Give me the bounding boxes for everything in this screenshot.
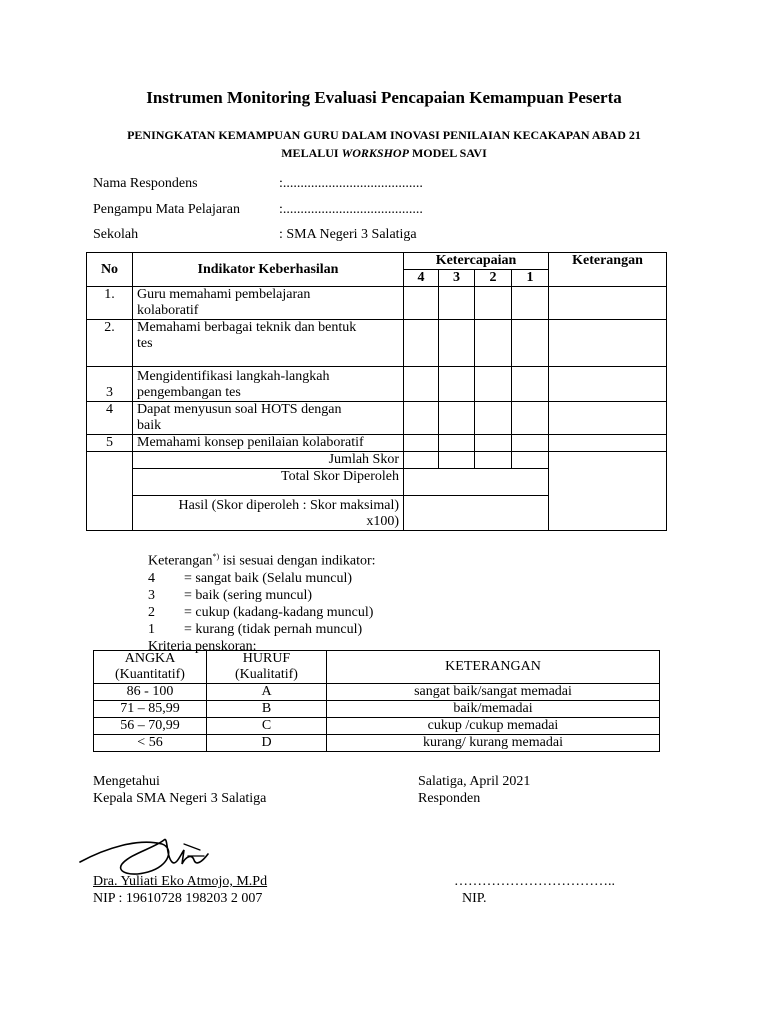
header-level-3: 3 <box>439 270 475 287</box>
criteria-table <box>93 650 660 752</box>
cell-remark[interactable] <box>549 402 667 435</box>
header-remark: Keterangan <box>549 253 667 287</box>
crit-huruf: D <box>207 735 327 752</box>
crit-ket: kurang/ kurang memadai <box>327 735 660 752</box>
header-level-2: 2 <box>475 270 512 287</box>
cell-1[interactable] <box>512 320 549 367</box>
cell-4[interactable] <box>404 402 439 435</box>
criteria-label: Kriteria penskoran: <box>148 638 257 654</box>
result-label: Hasil (Skor diperoleh : Skor maksimal) x100) <box>133 496 404 531</box>
sig-left-nip: NIP : 19610728 198203 2 007 <box>93 891 263 906</box>
crit-angka: 86 - 100 <box>94 684 207 701</box>
cell-remark[interactable] <box>549 287 667 320</box>
row-no: 4 <box>87 402 133 435</box>
summary-blank <box>87 452 133 531</box>
row-no: 2. <box>87 320 133 367</box>
field-value-respondent: :........................................ <box>279 176 423 191</box>
total-value[interactable] <box>404 469 549 496</box>
sum-3[interactable] <box>439 452 475 469</box>
cell-4[interactable] <box>404 367 439 402</box>
header-level-4: 4 <box>404 270 439 287</box>
crit-huruf: A <box>207 684 327 701</box>
field-label-respondent: Nama Respondens <box>93 176 198 191</box>
row-indicator: Memahami konsep penilaian kolaboratif <box>133 435 404 452</box>
field-value-subject: :........................................ <box>279 202 423 217</box>
cell-1[interactable] <box>512 287 549 320</box>
crit-angka: 56 – 70,99 <box>94 718 207 735</box>
notes-block <box>148 548 376 655</box>
crit-angka: 71 – 85,99 <box>94 701 207 718</box>
sig-right-nip: NIP. <box>462 891 487 906</box>
sum-row <box>87 452 667 469</box>
table-row <box>87 367 667 402</box>
row-no: 1. <box>87 287 133 320</box>
crit-ket: sangat baik/sangat memadai <box>327 684 660 701</box>
cell-3[interactable] <box>439 367 475 402</box>
header-indicator: Indikator Keberhasilan <box>133 253 404 287</box>
note-item: 1 = kurang (tidak pernah muncul) <box>148 621 363 637</box>
cell-remark[interactable] <box>549 435 667 452</box>
cell-1[interactable] <box>512 435 549 452</box>
crit-header-ket: KETERANGAN <box>327 651 660 684</box>
cell-2[interactable] <box>475 402 512 435</box>
crit-ket: cukup /cukup memadai <box>327 718 660 735</box>
sum-2[interactable] <box>475 452 512 469</box>
field-label-subject: Pengampu Mata Pelajaran <box>93 202 240 217</box>
field-value-school: : SMA Negeri 3 Salatiga <box>279 227 417 242</box>
cell-1[interactable] <box>512 402 549 435</box>
cell-2[interactable] <box>475 320 512 367</box>
table-row <box>87 435 667 452</box>
subtitle-line-2: MELALUI WORKSHOP MODEL SAVI <box>281 146 487 160</box>
sig-right-line1: Salatiga, April 2021 <box>418 774 531 789</box>
note-item: 4 = sangat baik (Selalu muncul) <box>148 570 353 586</box>
summary-remark[interactable] <box>549 452 667 531</box>
note-item: 3 = baik (sering muncul) <box>148 587 313 603</box>
crit-header-angka: ANGKA (Kuantitatif) <box>94 651 207 684</box>
cell-2[interactable] <box>475 367 512 402</box>
sum-1[interactable] <box>512 452 549 469</box>
crit-ket: baik/memadai <box>327 701 660 718</box>
crit-angka: < 56 <box>94 735 207 752</box>
cell-3[interactable] <box>439 435 475 452</box>
table-row <box>94 684 660 701</box>
cell-4[interactable] <box>404 320 439 367</box>
total-label: Total Skor Diperoleh <box>133 469 404 496</box>
sig-left-line2: Kepala SMA Negeri 3 Salatiga <box>93 791 267 806</box>
cell-4[interactable] <box>404 287 439 320</box>
result-value[interactable] <box>404 496 549 531</box>
table-row <box>87 402 667 435</box>
note-item: 2 = cukup (kadang-kadang muncul) <box>148 604 374 620</box>
header-achievement: Ketercapaian <box>404 253 549 270</box>
monitoring-table <box>86 252 667 531</box>
subtitle-line-1: PENINGKATAN KEMAMPUAN GURU DALAM INOVASI PENILAIAN KECAKAPAN ABAD 21 <box>127 128 641 142</box>
header-no: No <box>87 253 133 287</box>
cell-2[interactable] <box>475 435 512 452</box>
row-indicator: Dapat menyusun soal HOTS dengan baik <box>133 402 404 435</box>
cell-remark[interactable] <box>549 367 667 402</box>
header-level-1: 1 <box>512 270 549 287</box>
cell-2[interactable] <box>475 287 512 320</box>
crit-header-huruf: HURUF (Kualitatif) <box>207 651 327 684</box>
field-label-school: Sekolah <box>93 227 139 242</box>
cell-remark[interactable] <box>549 320 667 367</box>
notes-heading: Keterangan*) isi sesuai dengan indikator: <box>148 552 376 569</box>
row-indicator: Mengidentifikasi langkah-langkah pengembangan tes <box>133 367 404 402</box>
sig-right-name: …………………………….. <box>454 874 615 889</box>
table-row <box>94 718 660 735</box>
sig-right-line2: Responden <box>418 791 481 806</box>
crit-huruf: B <box>207 701 327 718</box>
table-row <box>94 735 660 752</box>
table-row <box>87 287 667 320</box>
cell-3[interactable] <box>439 287 475 320</box>
sig-left-line1: Mengetahui <box>93 774 160 789</box>
crit-huruf: C <box>207 718 327 735</box>
sig-left-name: Dra. Yuliati Eko Atmojo, M.Pd <box>93 874 268 889</box>
cell-1[interactable] <box>512 367 549 402</box>
row-no: 3 <box>87 367 133 402</box>
row-no: 5 <box>87 435 133 452</box>
row-indicator: Memahami berbagai teknik dan bentuk tes <box>133 320 404 367</box>
cell-3[interactable] <box>439 320 475 367</box>
table-row <box>94 701 660 718</box>
cell-4[interactable] <box>404 435 439 452</box>
table-row <box>87 320 667 367</box>
sum-label: Jumlah Skor <box>133 452 404 469</box>
cell-3[interactable] <box>439 402 475 435</box>
document-title: Instrumen Monitoring Evaluasi Pencapaian Kemampuan Peserta <box>146 88 622 107</box>
row-indicator: Guru memahami pembelajaran kolaboratif <box>133 287 404 320</box>
sum-4[interactable] <box>404 452 439 469</box>
